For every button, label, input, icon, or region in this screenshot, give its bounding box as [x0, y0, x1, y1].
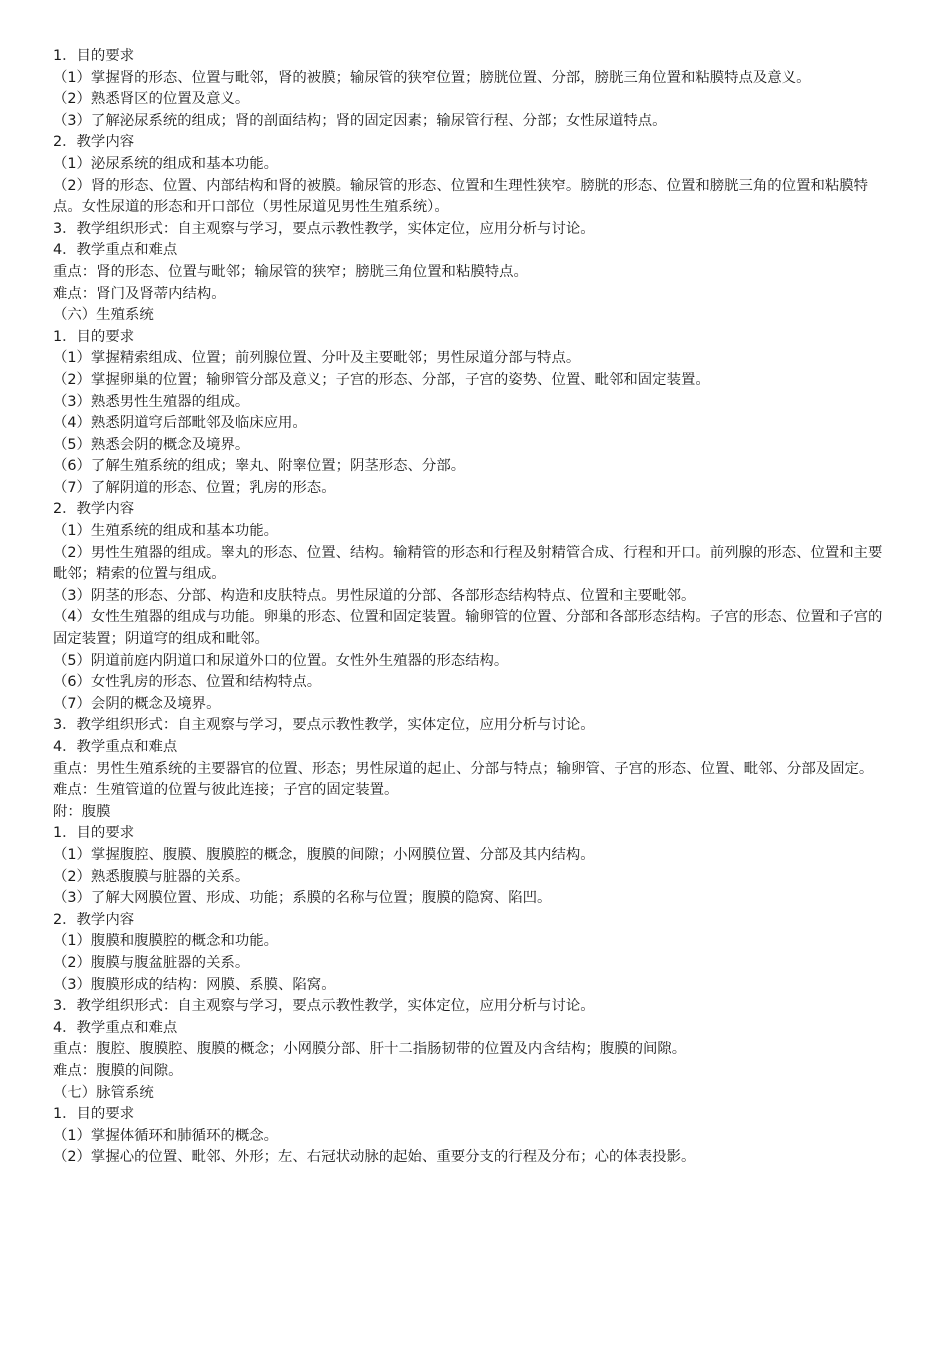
paragraph: （3）了解泌尿系统的组成；肾的剖面结构；肾的固定因素；输尿管行程、分部；女性尿道特点。	[53, 112, 667, 129]
section-heading: 2．教学内容	[53, 911, 135, 928]
paragraph: （5）熟悉会阴的概念及境界。	[53, 436, 250, 453]
paragraph: （2）男性生殖器的组成。睾丸的形态、位置、结构。输精管的形态和行程及射精管合成、行程和开口。前列腺的形态、位置和主要毗邻；精索的位置与组成。	[53, 544, 883, 583]
paragraph: （2）掌握卵巢的位置；输卵管分部及意义；子宫的形态、分部，子宫的姿势、位置、毗邻和固定装置。	[53, 371, 710, 388]
paragraph: （7）了解阴道的形态、位置；乳房的形态。	[53, 479, 336, 496]
paragraph: （4）女性生殖器的组成与功能。卵巢的形态、位置和固定装置。输卵管的位置、分部和各部形态结构。子宫的形态、位置和子宫的固定装置；阴道穹的组成和毗邻。	[53, 609, 883, 648]
chapter-heading: 附：腹膜	[53, 803, 111, 820]
paragraph: （3）腹膜形成的结构：网膜、系膜、陷窝。	[53, 976, 336, 993]
paragraph: 重点：肾的形态、位置与毗邻；输尿管的狭窄；膀胱三角位置和粘膜特点。	[53, 263, 528, 280]
paragraph: 重点：男性生殖系统的主要器官的位置、形态；男性尿道的起止、分部与特点；输卵管、子宫的形态、位置、毗邻、分部及固定。	[53, 760, 874, 777]
paragraph: （6）了解生殖系统的组成；睾丸、附睾位置；阴茎形态、分部。	[53, 458, 466, 475]
document-body	[53, 46, 891, 1169]
section-heading: 3．教学组织形式：自主观察与学习，要点示教性教学，实体定位，应用分析与讨论。	[53, 220, 595, 237]
paragraph: （4）熟悉阴道穹后部毗邻及临床应用。	[53, 415, 307, 432]
paragraph: （2）腹膜与腹盆脏器的关系。	[53, 954, 250, 971]
paragraph: （3）熟悉男性生殖器的组成。	[53, 393, 250, 410]
paragraph: （2）掌握心的位置、毗邻、外形；左、右冠状动脉的起始、重要分支的行程及分布；心的体表投影。	[53, 1149, 696, 1166]
section-heading: 2．教学内容	[53, 501, 135, 518]
paragraph: （1）掌握精索组成、位置；前列腺位置、分叶及主要毗邻；男性尿道分部与特点。	[53, 350, 581, 367]
section-heading: 4．教学重点和难点	[53, 1019, 178, 1036]
section-heading: 4．教学重点和难点	[53, 242, 178, 259]
paragraph: （1）生殖系统的组成和基本功能。	[53, 523, 279, 540]
paragraph: （6）女性乳房的形态、位置和结构特点。	[53, 674, 322, 691]
section-heading: 1．目的要求	[53, 328, 135, 345]
section-heading: 1．目的要求	[53, 1106, 135, 1123]
paragraph: （1）腹膜和腹膜腔的概念和功能。	[53, 933, 279, 950]
paragraph: （2）熟悉腹膜与脏器的关系。	[53, 868, 250, 885]
paragraph: 难点：腹膜的间隙。	[53, 1062, 183, 1079]
paragraph: 难点：生殖管道的位置与彼此连接；子宫的固定装置。	[53, 782, 399, 799]
paragraph: （1）泌尿系统的组成和基本功能。	[53, 155, 279, 172]
section-heading: 3．教学组织形式：自主观察与学习，要点示教性教学，实体定位，应用分析与讨论。	[53, 717, 595, 734]
paragraph: 重点：腹腔、腹膜腔、腹膜的概念；小网膜分部、肝十二指肠韧带的位置及内含结构；腹膜的间隙。	[53, 1041, 687, 1058]
paragraph: （1）掌握肾的形态、位置与毗邻，肾的被膜；输尿管的狭窄位置；膀胱位置、分部，膀胱三角位置和粘膜特点及意义。	[53, 69, 811, 86]
section-heading: 1．目的要求	[53, 48, 135, 64]
chapter-heading: （七）脉管系统	[53, 1084, 154, 1101]
paragraph: （3）阴茎的形态、分部、构造和皮肤特点。男性尿道的分部、各部形态结构特点、位置和主要毗邻。	[53, 587, 696, 604]
paragraph: （2）肾的形态、位置、内部结构和肾的被膜。输尿管的形态、位置和生理性狭窄。膀胱的形态、位置和膀胱三角的位置和粘膜特点。女性尿道的形态和开口部位（男性尿道见男性生殖系统）。	[53, 177, 869, 216]
paragraph: （2）熟悉肾区的位置及意义。	[53, 91, 250, 108]
section-heading: 3．教学组织形式：自主观察与学习，要点示教性教学，实体定位，应用分析与讨论。	[53, 998, 595, 1015]
paragraph: （5）阴道前庭内阴道口和尿道外口的位置。女性外生殖器的形态结构。	[53, 652, 509, 669]
paragraph: （1）掌握体循环和肺循环的概念。	[53, 1127, 279, 1144]
paragraph: 难点：肾门及肾蒂内结构。	[53, 285, 226, 302]
section-heading: 1．目的要求	[53, 825, 135, 842]
section-heading: 4．教学重点和难点	[53, 739, 178, 755]
paragraph: （3）了解大网膜位置、形成、功能；系膜的名称与位置；腹膜的隐窝、陷凹。	[53, 890, 552, 907]
paragraph: （1）掌握腹腔、腹膜、腹膜腔的概念，腹膜的间隙；小网膜位置、分部及其内结构。	[53, 846, 595, 863]
section-heading: 2．教学内容	[53, 134, 135, 151]
paragraph: （7）会阴的概念及境界。	[53, 695, 221, 712]
chapter-heading: （六）生殖系统	[53, 307, 154, 324]
